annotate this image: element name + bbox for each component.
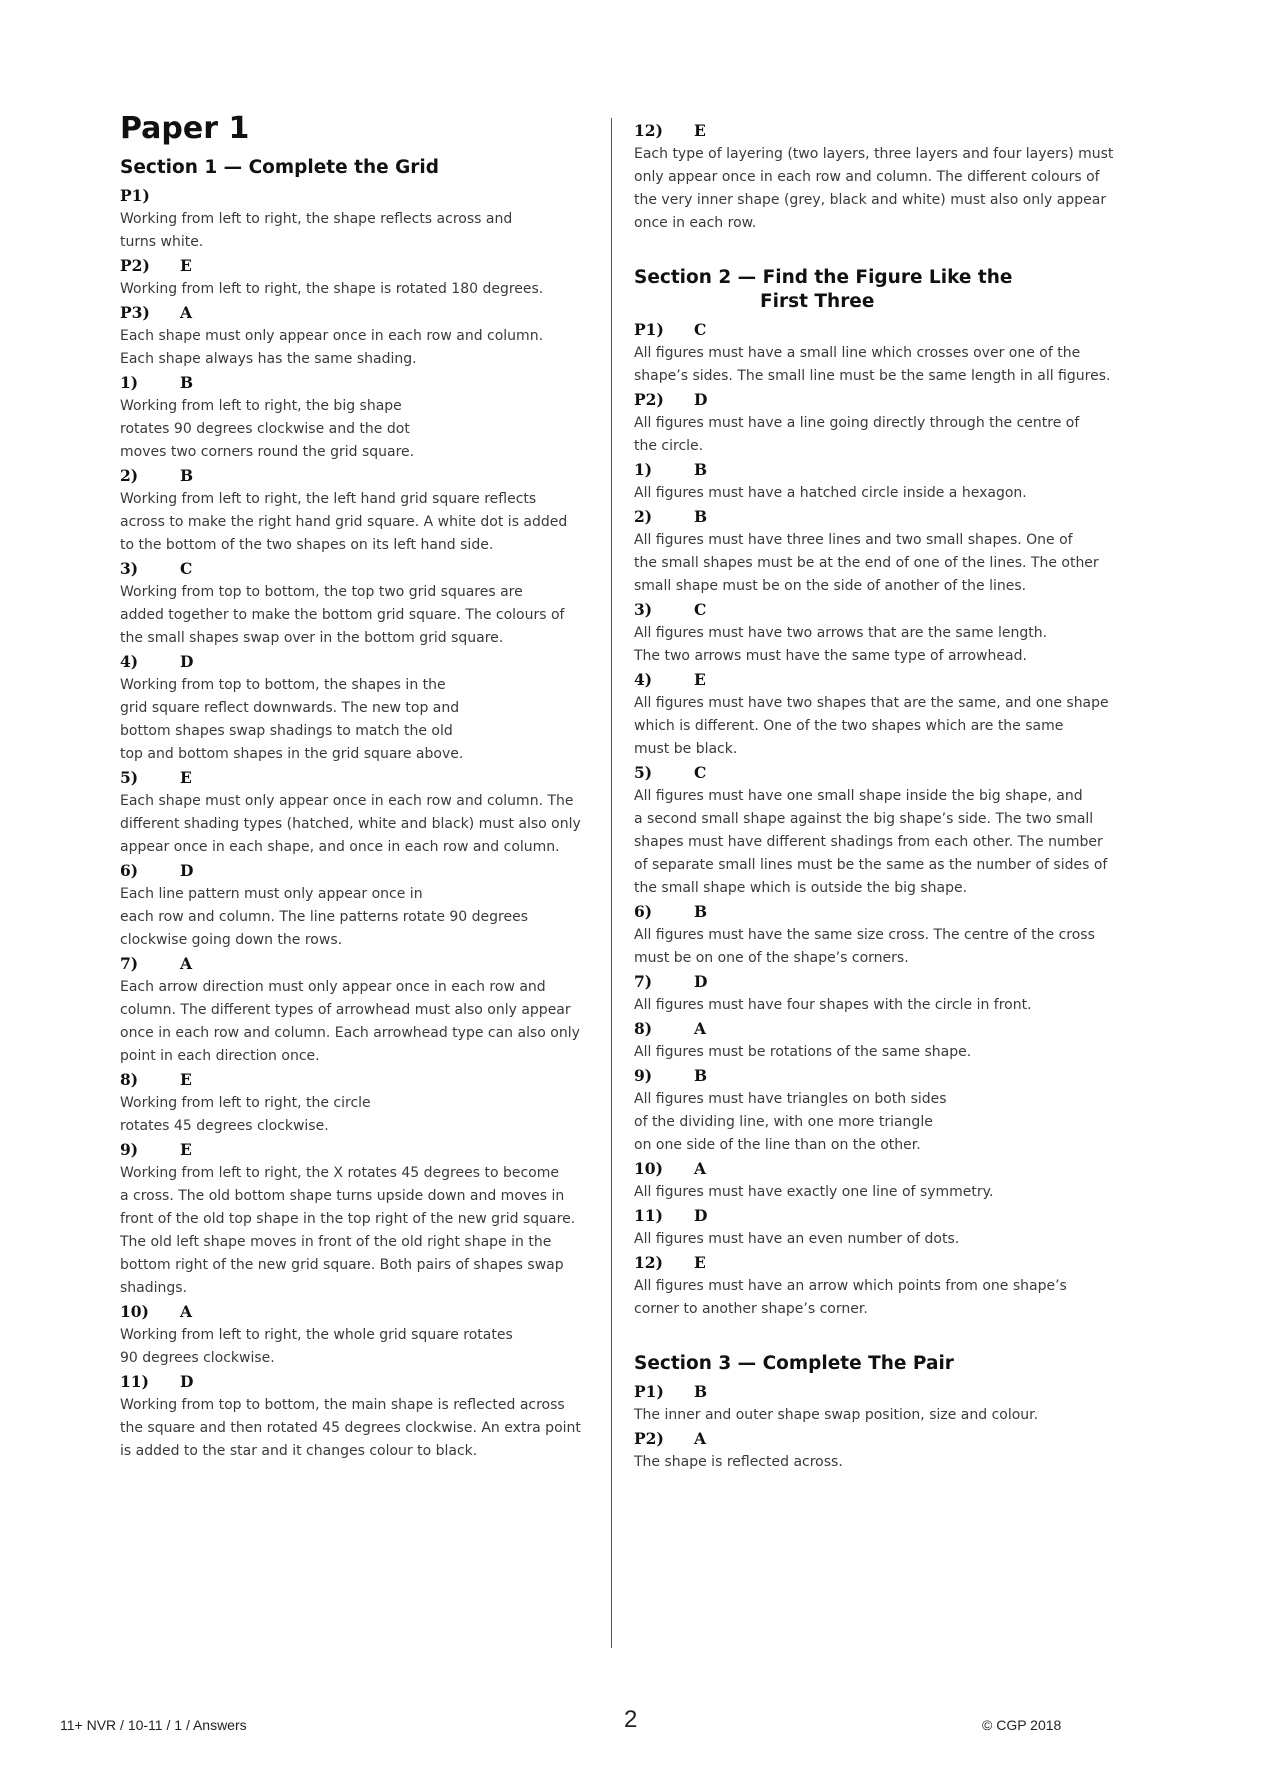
question-item [634, 320, 1124, 388]
answer-letter: D [694, 1206, 708, 1225]
answer-explanation: Working from top to bottom, the main shape is reflected across the square and then rotated 45 degrees clockwise. An extra point is added to the star and it changes colour to black. [120, 1397, 581, 1459]
question-item [634, 1206, 1124, 1251]
answer-explanation: All figures must have an arrow which points from one shape’s corner to another shape’s corner. [634, 1278, 1067, 1317]
question-number: 6) [634, 902, 653, 921]
answer-letter: E [694, 121, 706, 140]
answer-explanation: Working from left to right, the big shape rotates 90 degrees clockwise and the dot moves two corners round the grid square. [120, 398, 415, 460]
answer-explanation: The shape is reflected across. [634, 1454, 843, 1470]
answer-explanation: All figures must have exactly one line of symmetry. [634, 1184, 994, 1200]
answer-letter: E [180, 1070, 192, 1089]
question-number: 9) [120, 1140, 139, 1159]
answer-letter: E [694, 1253, 706, 1272]
question-number: 2) [120, 466, 139, 485]
answer-explanation: Each line pattern must only appear once in each row and column. The line patterns rotate 90 degrees clockwise going down the rows. [120, 886, 528, 948]
answer-letter: B [694, 1382, 708, 1401]
section-2-questions [634, 320, 1124, 1321]
question-header [120, 186, 598, 206]
question-header [634, 507, 1124, 527]
question-number: P2) [634, 390, 664, 409]
question-number: 3) [634, 600, 653, 619]
question-number: 6) [120, 861, 139, 880]
page-number: 2 [624, 1706, 638, 1733]
answer-explanation: Working from left to right, the whole grid square rotates 90 degrees clockwise. [120, 1327, 513, 1366]
answer-letter: D [180, 861, 194, 880]
question-header [120, 1372, 598, 1392]
column-divider [611, 118, 612, 1648]
question-header [634, 1159, 1124, 1179]
question-header [634, 121, 1124, 141]
question-item [120, 373, 598, 464]
answer-explanation: Working from left to right, the shape reflects across and turns white. [120, 211, 513, 250]
question-header [634, 390, 1124, 410]
answer-letter: D [694, 972, 708, 991]
question-number: 11) [634, 1206, 663, 1225]
question-item [634, 670, 1124, 761]
question-header [634, 1206, 1124, 1226]
question-number: P2) [634, 1429, 664, 1448]
section-2-title [634, 266, 1124, 314]
question-item [634, 121, 1124, 235]
question-item [634, 1159, 1124, 1204]
question-header [634, 1382, 1124, 1402]
answer-explanation: All figures must have three lines and two small shapes. One of the small shapes must be at the end of one of the lines. The other small shape must be on the side of another of the lines. [634, 532, 1099, 594]
answer-explanation: Each arrow direction must only appear once in each row and column. The different types of arrowhead must also only appear once in each row and column. Each arrowhead type can also only point in each direction once. [120, 979, 580, 1064]
answer-explanation: Working from top to bottom, the shapes in the grid square reflect downwards. The new top and bottom shapes swap shadings to match the old top and bottom shapes in the grid square above. [120, 677, 464, 762]
footer-code: 11+ NVR / 10-11 / 1 / Answers [60, 1717, 247, 1733]
question-number: 1) [634, 460, 653, 479]
question-item [634, 507, 1124, 598]
question-header [120, 1070, 598, 1090]
question-header [120, 652, 598, 672]
answer-explanation: All figures must have an even number of dots. [634, 1231, 960, 1247]
answer-letter: A [694, 1159, 707, 1178]
question-number: 9) [634, 1066, 653, 1085]
answer-explanation: All figures must have a hatched circle inside a hexagon. [634, 485, 1027, 501]
question-item [634, 1253, 1124, 1321]
question-item [120, 1302, 598, 1370]
question-item [120, 861, 598, 952]
question-header [634, 1253, 1124, 1273]
question-header [634, 670, 1124, 690]
question-number: 4) [634, 670, 653, 689]
question-number: 8) [634, 1019, 653, 1038]
question-item [634, 460, 1124, 505]
question-item [120, 1372, 598, 1463]
answer-letter: B [694, 507, 708, 526]
answer-explanation: Each shape must only appear once in each row and column. The different shading types (hatched, white and black) must also only appear once in each shape, and once in each row and column. [120, 793, 581, 855]
question-number: 11) [120, 1372, 149, 1391]
question-item [120, 768, 598, 859]
answer-letter: B [694, 902, 708, 921]
question-number: 7) [634, 972, 653, 991]
question-number: 12) [634, 121, 663, 140]
question-item [634, 1429, 1124, 1474]
answer-explanation: All figures must have triangles on both sides of the dividing line, with one more triangle on one side of the line than on the other. [634, 1091, 947, 1153]
question-header [120, 861, 598, 881]
answer-letter: E [694, 670, 706, 689]
question-header [634, 600, 1124, 620]
question-item [634, 1066, 1124, 1157]
question-number: P1) [634, 320, 664, 339]
section-1-questions [120, 186, 598, 1463]
question-item [120, 559, 598, 650]
question-item [120, 466, 598, 557]
left-column [120, 112, 598, 1464]
answer-letter: A [180, 303, 193, 322]
question-header [634, 1429, 1124, 1449]
question-header [634, 320, 1124, 340]
answer-explanation: The inner and outer shape swap position, size and colour. [634, 1407, 1039, 1423]
answer-explanation: Working from left to right, the left hand grid square reflects across to make the right hand grid square. A white dot is added to the bottom of the two shapes on its left hand side. [120, 491, 568, 553]
answer-letter: D [180, 652, 194, 671]
answer-letter: B [694, 1066, 708, 1085]
question-item [120, 1070, 598, 1138]
question-item [120, 954, 598, 1068]
answer-letter: B [180, 373, 194, 392]
question-number: 3) [120, 559, 139, 578]
question-number: 10) [120, 1302, 149, 1321]
question-number: 10) [634, 1159, 663, 1178]
question-header [120, 303, 598, 323]
question-number: 1) [120, 373, 139, 392]
question-header [120, 256, 598, 276]
question-number: P3) [120, 303, 150, 322]
answer-explanation: Working from left to right, the X rotates 45 degrees to become a cross. The old bottom shape turns upside down and moves in front of the old top shape in the top right of the new grid square. The old left shape moves in front of the old right shape in the bottom right of the new grid square. Both pairs of shapes swap shadings. [120, 1165, 576, 1296]
answer-letter: D [694, 390, 708, 409]
question-header [120, 373, 598, 393]
question-header [634, 902, 1124, 922]
question-number: P1) [634, 1382, 664, 1401]
question-number: 12) [634, 1253, 663, 1272]
question-header [120, 559, 598, 579]
answer-explanation: All figures must have four shapes with the circle in front. [634, 997, 1032, 1013]
question-item [634, 972, 1124, 1017]
question-item [120, 652, 598, 766]
question-item [120, 186, 598, 254]
question-item [634, 1382, 1124, 1427]
question-header [120, 466, 598, 486]
question-header [634, 763, 1124, 783]
question-item [120, 303, 598, 371]
answer-explanation: All figures must have one small shape inside the big shape, and a second small shape against the big shape’s side. The two small shapes must have different shadings from each other. The number of separate small lines must be the same as the number of sides of the small shape which is outside the big shape. [634, 788, 1108, 896]
answer-explanation: All figures must have the same size cross. The centre of the cross must be on one of the shape’s corners. [634, 927, 1095, 966]
question-header [120, 768, 598, 788]
answer-letter: E [180, 1140, 192, 1159]
section-1-title: Section 1 — Complete the Grid [120, 157, 440, 178]
question-header [634, 1066, 1124, 1086]
answer-explanation: Each type of layering (two layers, three layers and four layers) must only appear once in each row and column. The different colours of the very inner shape (grey, black and white) must also only appear once in each row. [634, 146, 1114, 231]
question-item [120, 1140, 598, 1300]
answer-letter: C [694, 763, 707, 782]
question-header [634, 972, 1124, 992]
question-item [634, 390, 1124, 458]
question-item [634, 600, 1124, 668]
question-header [120, 1140, 598, 1160]
question-header [120, 1302, 598, 1322]
answer-explanation: All figures must have two arrows that are the same length. The two arrows must have the same type of arrowhead. [634, 625, 1048, 664]
answer-explanation: All figures must have a line going directly through the centre of the circle. [634, 415, 1080, 454]
question-item [634, 1019, 1124, 1064]
answer-explanation: All figures must be rotations of the same shape. [634, 1044, 972, 1060]
answer-letter: A [180, 954, 193, 973]
answer-letter: C [694, 600, 707, 619]
question-header [634, 460, 1124, 480]
answer-letter: B [180, 466, 194, 485]
section-3-title: Section 3 — Complete The Pair [634, 1353, 954, 1374]
section-1-continued-questions [634, 121, 1124, 235]
question-number: 7) [120, 954, 139, 973]
answer-explanation: Working from top to bottom, the top two grid squares are added together to make the bottom grid square. The colours of the small shapes swap over in the bottom grid square. [120, 584, 565, 646]
question-number: P2) [120, 256, 150, 275]
answer-explanation: Working from left to right, the circle rotates 45 degrees clockwise. [120, 1095, 371, 1134]
answer-letter: E [180, 768, 192, 787]
question-number: 8) [120, 1070, 139, 1089]
section-2-title-line1: Section 2 — Find the Figure Like the [634, 267, 1013, 288]
question-item [120, 256, 598, 301]
question-number: 4) [120, 652, 139, 671]
paper-title: Paper 1 [120, 111, 250, 146]
answer-explanation: Each shape must only appear once in each row and column. Each shape always has the same shading. [120, 328, 544, 367]
question-header [634, 1019, 1124, 1039]
answer-letter: A [694, 1019, 707, 1038]
right-column [634, 119, 1124, 1475]
answer-letter: C [694, 320, 707, 339]
answer-letter: D [180, 1372, 194, 1391]
section-2-title-line2: First Three [760, 291, 875, 312]
section-3-questions [634, 1382, 1124, 1474]
answer-letter: A [694, 1429, 707, 1448]
question-item [634, 902, 1124, 970]
question-number: 5) [120, 768, 139, 787]
answer-letter: A [180, 1302, 193, 1321]
answer-letter: C [180, 559, 193, 578]
question-item [634, 763, 1124, 900]
question-number: 2) [634, 507, 653, 526]
answer-explanation: All figures must have a small line which crosses over one of the shape’s sides. The small line must be the same length in all figures. [634, 345, 1111, 384]
copyright: © CGP 2018 [982, 1717, 1062, 1733]
question-number: P1) [120, 186, 150, 205]
question-number: 5) [634, 763, 653, 782]
answer-letter: B [694, 460, 708, 479]
question-header [120, 954, 598, 974]
answer-letter: E [180, 256, 192, 275]
answer-explanation: Working from left to right, the shape is rotated 180 degrees. [120, 281, 544, 297]
answer-explanation: All figures must have two shapes that are the same, and one shape which is different. One of the two shapes which are the same must be black. [634, 695, 1109, 757]
